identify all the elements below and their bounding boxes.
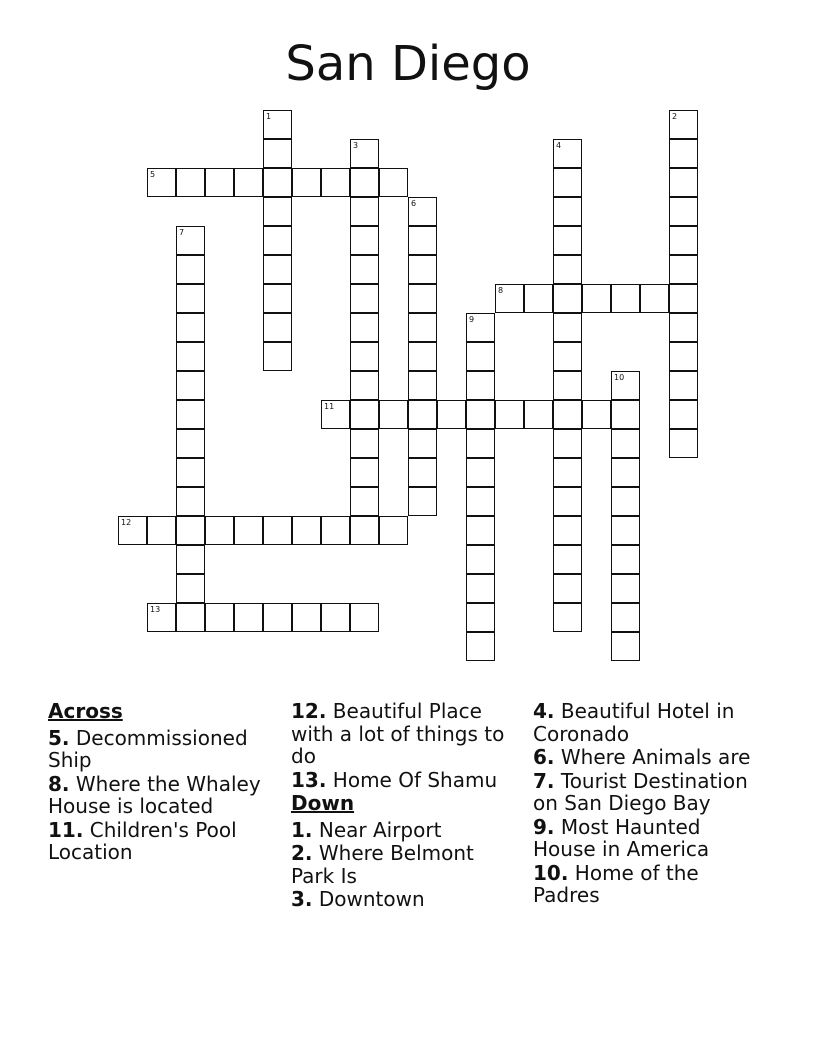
grid-cell[interactable] [408, 255, 437, 284]
clue-down-3[interactable] [291, 888, 523, 911]
grid-cell[interactable] [350, 197, 379, 226]
grid-cell[interactable] [350, 516, 379, 545]
grid-cell[interactable] [553, 226, 582, 255]
grid-cell[interactable] [263, 168, 292, 197]
grid-cell[interactable] [466, 487, 495, 516]
grid-cell[interactable] [234, 168, 263, 197]
grid-cell[interactable] [553, 255, 582, 284]
grid-cell[interactable] [379, 400, 408, 429]
grid-cell[interactable] [669, 400, 698, 429]
grid-cell[interactable] [350, 458, 379, 487]
grid-cell[interactable] [176, 255, 205, 284]
across-header: Across [48, 699, 123, 723]
clue-number: 9. [533, 814, 555, 839]
clue-text: Most Haunted House in America [533, 814, 710, 861]
grid-cell[interactable] [669, 429, 698, 458]
clue-text: Where the Whaley House is located [48, 771, 261, 818]
clue-number-label: 13 [150, 605, 161, 614]
grid-cell[interactable] [350, 313, 379, 342]
grid-cell[interactable] [611, 545, 640, 574]
grid-cell[interactable] [176, 371, 205, 400]
grid-cell[interactable] [553, 603, 582, 632]
grid-cell[interactable] [350, 284, 379, 313]
grid-cell[interactable] [263, 284, 292, 313]
clue-text: Tourist Destination on San Diego Bay [533, 768, 748, 815]
clue-number-label: 1 [266, 112, 272, 121]
clue-column-2 [291, 700, 523, 912]
grid-cell[interactable] [205, 516, 234, 545]
clue-number: 13. [291, 767, 327, 792]
grid-cell[interactable] [553, 400, 582, 429]
grid-cell[interactable] [611, 400, 640, 429]
clue-number: 5. [48, 725, 70, 750]
grid-cell[interactable] [176, 400, 205, 429]
clue-across-8[interactable] [48, 773, 278, 818]
grid-cell[interactable] [118, 516, 147, 545]
clue-text: Where Belmont Park Is [291, 841, 474, 888]
grid-cell[interactable] [640, 284, 669, 313]
grid-cell[interactable] [408, 342, 437, 371]
grid-cell[interactable] [263, 197, 292, 226]
grid-cell[interactable] [466, 574, 495, 603]
clue-text: Near Airport [312, 817, 442, 842]
grid-cell[interactable] [466, 342, 495, 371]
clue-down-2[interactable] [291, 842, 523, 887]
clue-number-label: 11 [324, 402, 335, 411]
clue-number-label: 7 [179, 228, 185, 237]
clue-number-label: 12 [121, 518, 132, 527]
grid-cell[interactable] [669, 139, 698, 168]
grid-cell[interactable] [466, 313, 495, 342]
clue-number-label: 2 [672, 112, 678, 121]
grid-cell[interactable] [350, 429, 379, 458]
grid-cell[interactable] [379, 516, 408, 545]
clue-text: Home Of Shamu [326, 767, 498, 792]
grid-cell[interactable] [495, 284, 524, 313]
grid-cell[interactable] [611, 371, 640, 400]
grid-cell[interactable] [176, 284, 205, 313]
grid-cell[interactable] [350, 371, 379, 400]
grid-cell[interactable] [553, 284, 582, 313]
clue-down-10[interactable] [533, 862, 758, 907]
grid-cell[interactable] [408, 371, 437, 400]
grid-cell[interactable] [147, 603, 176, 632]
clue-number-label: 9 [469, 315, 475, 324]
grid-cell[interactable] [466, 429, 495, 458]
grid-cell[interactable] [669, 313, 698, 342]
grid-cell[interactable] [321, 603, 350, 632]
grid-cell[interactable] [147, 516, 176, 545]
grid-cell[interactable] [611, 516, 640, 545]
grid-cell[interactable] [669, 342, 698, 371]
grid-cell[interactable] [611, 574, 640, 603]
grid-cell[interactable] [553, 313, 582, 342]
grid-cell[interactable] [466, 632, 495, 661]
clue-number: 11. [48, 817, 84, 842]
grid-cell[interactable] [553, 516, 582, 545]
clue-number-label: 4 [556, 141, 562, 150]
clue-text: Beautiful Place with a lot of things to do [291, 699, 505, 768]
grid-cell[interactable] [263, 255, 292, 284]
grid-cell[interactable] [321, 400, 350, 429]
grid-cell[interactable] [553, 545, 582, 574]
grid-cell[interactable] [176, 458, 205, 487]
clue-down-4[interactable] [533, 700, 758, 745]
grid-cell[interactable] [669, 197, 698, 226]
grid-cell[interactable] [321, 516, 350, 545]
grid-cell[interactable] [350, 226, 379, 255]
grid-cell[interactable] [466, 458, 495, 487]
grid-cell[interactable] [408, 313, 437, 342]
grid-cell[interactable] [611, 284, 640, 313]
grid-cell[interactable] [669, 371, 698, 400]
grid-cell[interactable] [234, 516, 263, 545]
grid-cell[interactable] [147, 168, 176, 197]
grid-cell[interactable] [669, 284, 698, 313]
grid-cell[interactable] [553, 197, 582, 226]
grid-cell[interactable] [263, 603, 292, 632]
grid-cell[interactable] [669, 226, 698, 255]
grid-cell[interactable] [176, 516, 205, 545]
grid-cell[interactable] [495, 400, 524, 429]
grid-cell[interactable] [669, 255, 698, 284]
clue-number: 1. [291, 817, 313, 842]
grid-cell[interactable] [524, 284, 553, 313]
clue-number-label: 3 [353, 141, 359, 150]
clue-across-5[interactable] [48, 727, 278, 772]
clue-down-7[interactable] [533, 770, 758, 815]
grid-cell[interactable] [350, 342, 379, 371]
clue-down-6[interactable] [533, 746, 758, 769]
grid-cell[interactable] [263, 110, 292, 139]
grid-cell[interactable] [437, 400, 466, 429]
grid-cell[interactable] [669, 168, 698, 197]
grid-cell[interactable] [176, 342, 205, 371]
grid-cell[interactable] [611, 603, 640, 632]
grid-cell[interactable] [379, 168, 408, 197]
clue-number: 4. [533, 699, 555, 723]
grid-cell[interactable] [553, 574, 582, 603]
grid-cell[interactable] [205, 603, 234, 632]
clue-down-9[interactable] [533, 816, 758, 861]
clue-number: 8. [48, 771, 70, 796]
grid-cell[interactable] [553, 487, 582, 516]
grid-cell[interactable] [611, 429, 640, 458]
grid-cell[interactable] [350, 487, 379, 516]
grid-cell[interactable] [176, 168, 205, 197]
grid-cell[interactable] [582, 400, 611, 429]
clue-text: Decommissioned Ship [48, 725, 248, 772]
grid-cell[interactable] [292, 516, 321, 545]
clue-across-11[interactable] [48, 819, 278, 864]
clue-number: 10. [533, 860, 569, 885]
grid-cell[interactable] [466, 516, 495, 545]
grid-cell[interactable] [466, 400, 495, 429]
grid-cell[interactable] [263, 516, 292, 545]
grid-cell[interactable] [466, 603, 495, 632]
grid-cell[interactable] [350, 168, 379, 197]
clue-number-label: 8 [498, 286, 504, 295]
grid-cell[interactable] [553, 458, 582, 487]
grid-cell[interactable] [408, 487, 437, 516]
grid-cell[interactable] [176, 487, 205, 516]
grid-cell[interactable] [292, 168, 321, 197]
clue-number: 3. [291, 887, 313, 911]
puzzle-title: San Diego [285, 36, 531, 92]
grid-cell[interactable] [553, 371, 582, 400]
grid-cell[interactable] [263, 313, 292, 342]
clue-across-13[interactable] [291, 769, 523, 792]
grid-cell[interactable] [611, 632, 640, 661]
clue-text: Home of the Padres [533, 860, 699, 907]
grid-cell[interactable] [466, 371, 495, 400]
grid-cell[interactable] [350, 255, 379, 284]
grid-cell[interactable] [408, 458, 437, 487]
grid-cell[interactable] [553, 168, 582, 197]
grid-cell[interactable] [263, 226, 292, 255]
grid-cell[interactable] [553, 139, 582, 168]
clue-text: Children's Pool Location [48, 817, 237, 864]
grid-cell[interactable] [176, 429, 205, 458]
grid-cell[interactable] [176, 574, 205, 603]
grid-cell[interactable] [408, 284, 437, 313]
clue-column-1 [48, 700, 278, 865]
grid-cell[interactable] [350, 139, 379, 168]
clue-number: 7. [533, 768, 555, 793]
clue-number-label: 6 [411, 199, 417, 208]
clue-number-label: 5 [150, 170, 156, 179]
grid-cell[interactable] [263, 342, 292, 371]
clue-text: Where Animals are [554, 745, 751, 769]
grid-cell[interactable] [263, 139, 292, 168]
grid-cell[interactable] [176, 603, 205, 632]
grid-cell[interactable] [611, 458, 640, 487]
clue-text: Downtown [312, 887, 425, 911]
grid-cell[interactable] [553, 342, 582, 371]
grid-cell[interactable] [234, 603, 263, 632]
grid-cell[interactable] [408, 197, 437, 226]
clue-number-label: 10 [614, 373, 625, 382]
clue-down-1[interactable] [291, 819, 523, 842]
grid-cell[interactable] [321, 168, 350, 197]
grid-cell[interactable] [611, 487, 640, 516]
clue-number: 12. [291, 699, 327, 723]
grid-cell[interactable] [350, 400, 379, 429]
grid-cell[interactable] [205, 168, 234, 197]
clue-number: 2. [291, 841, 313, 865]
grid-cell[interactable] [176, 545, 205, 574]
clue-text: Beautiful Hotel in Coronado [533, 699, 735, 746]
grid-cell[interactable] [408, 429, 437, 458]
grid-cell[interactable] [408, 400, 437, 429]
grid-cell[interactable] [524, 400, 553, 429]
grid-cell[interactable] [292, 603, 321, 632]
grid-cell[interactable] [350, 603, 379, 632]
grid-cell[interactable] [176, 313, 205, 342]
grid-cell[interactable] [582, 284, 611, 313]
grid-cell[interactable] [553, 429, 582, 458]
down-header: Down [291, 791, 355, 815]
grid-cell[interactable] [176, 226, 205, 255]
clue-column-3 [533, 700, 758, 908]
grid-cell[interactable] [669, 110, 698, 139]
clue-across-12[interactable] [291, 700, 523, 768]
grid-cell[interactable] [408, 226, 437, 255]
clue-number: 6. [533, 745, 555, 769]
grid-cell[interactable] [466, 545, 495, 574]
